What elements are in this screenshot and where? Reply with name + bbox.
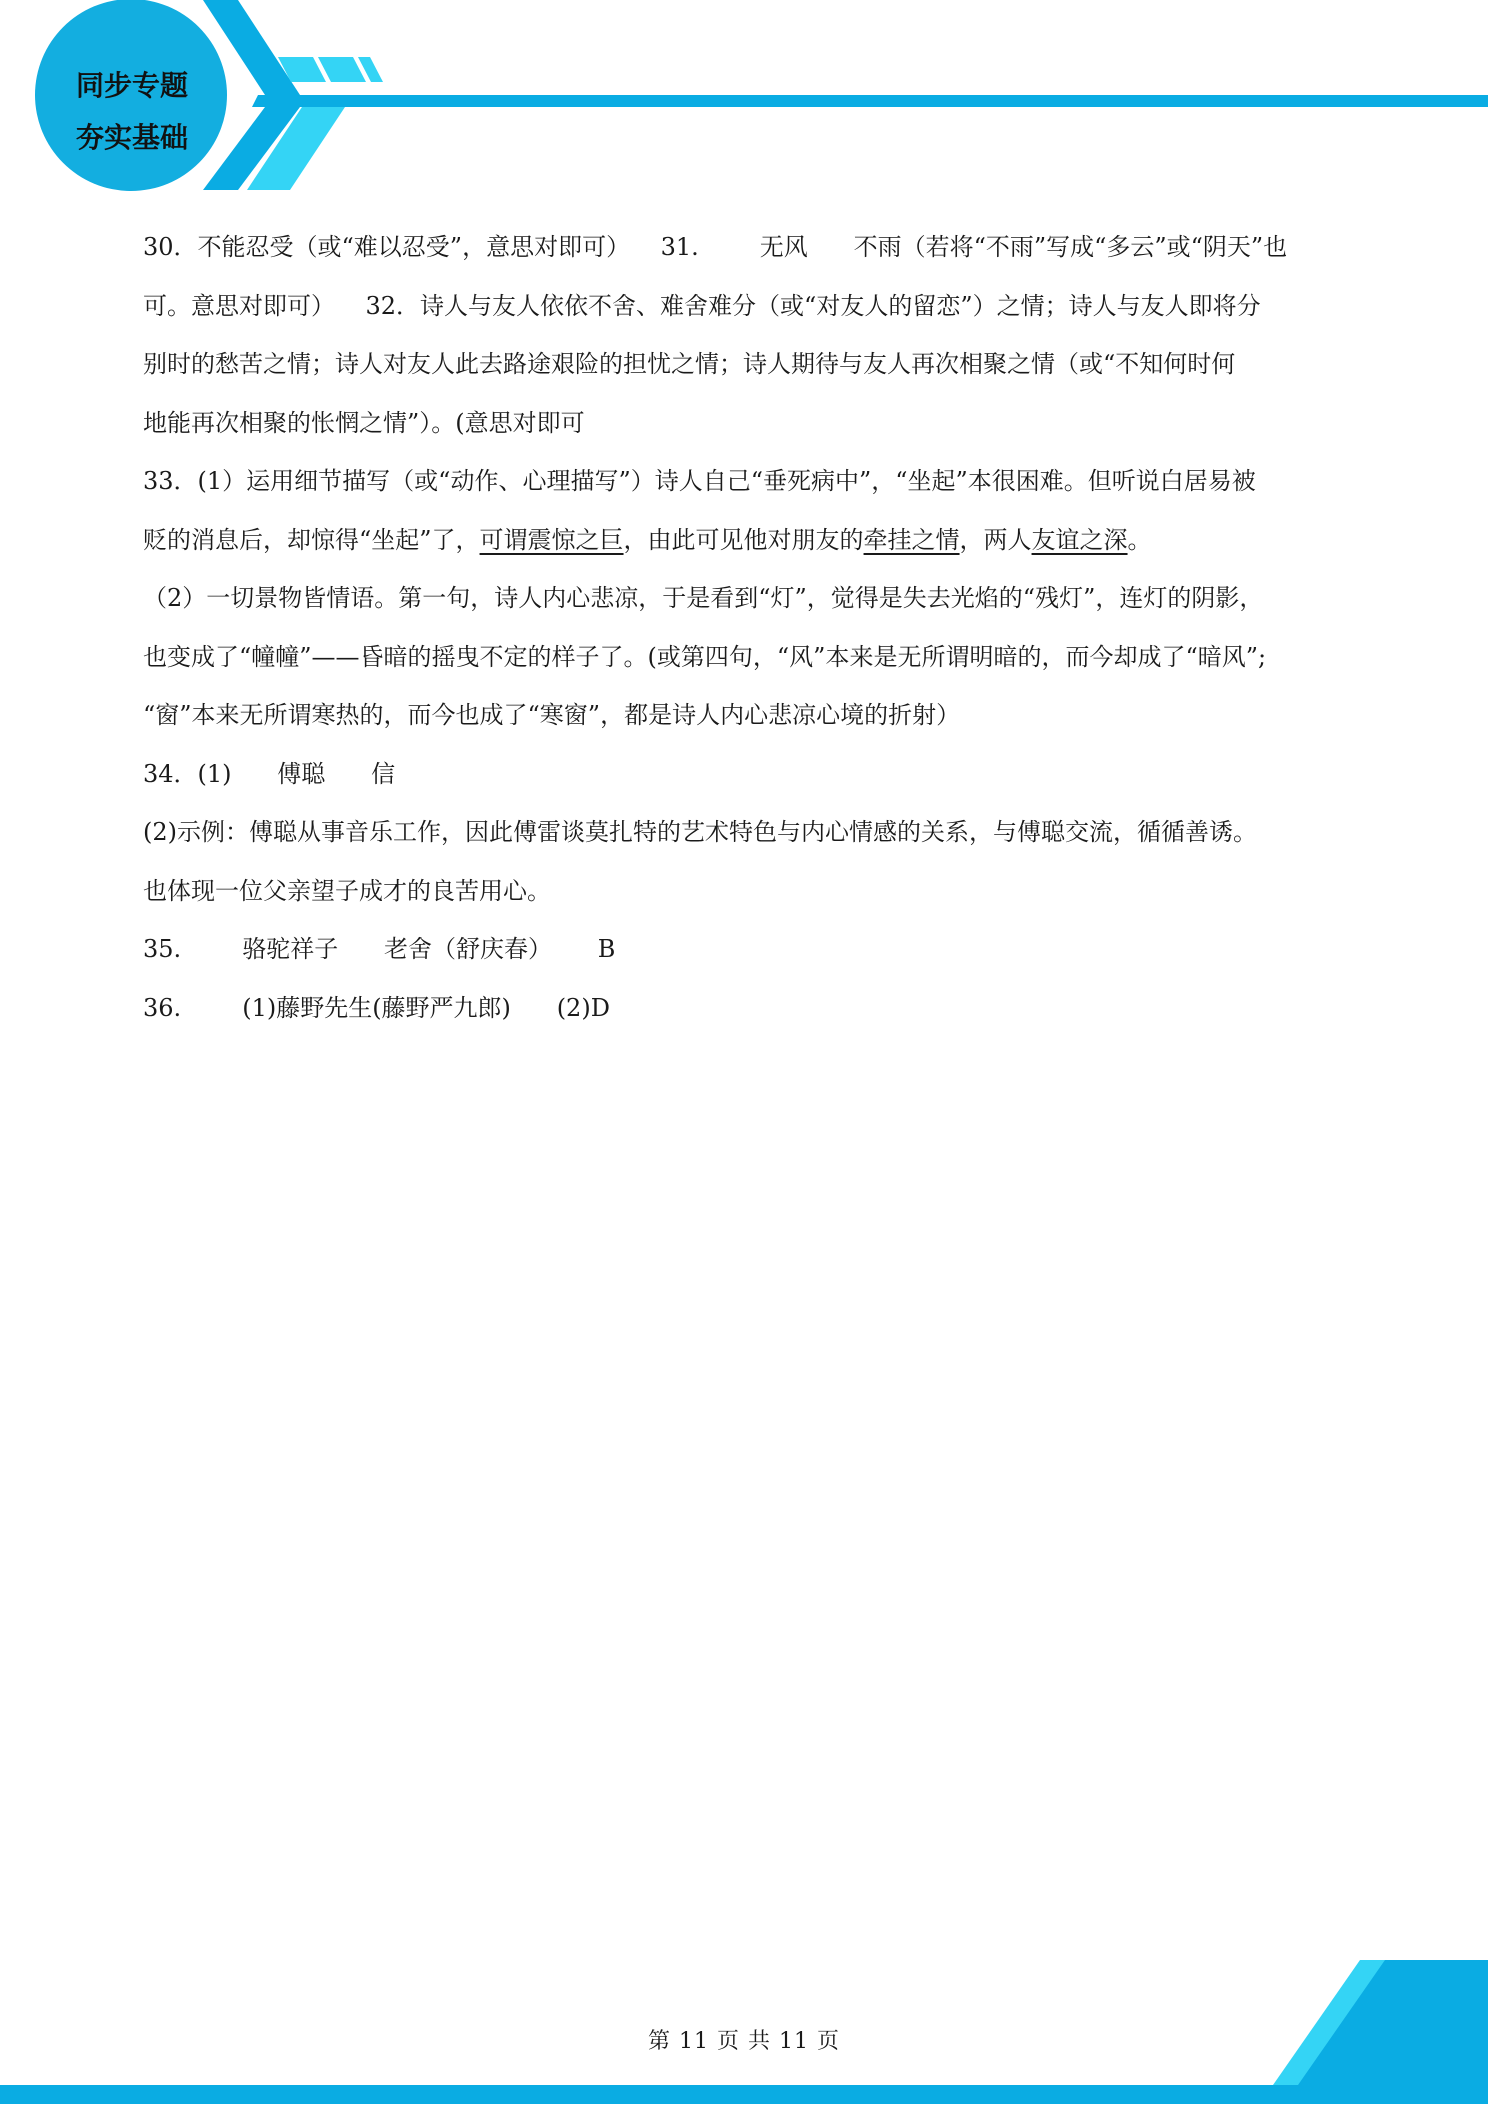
footer-corner-block: [1298, 1960, 1488, 2085]
header-stripe: [252, 95, 1488, 107]
text-run: ，由此可见他对朋友的: [623, 525, 864, 554]
answer-line: 30．不能忍受（或“难以忍受”，意思对即可） 31. 无风 不雨（若将“不雨”写成“多云”或“阴天”也: [143, 233, 1288, 261]
page-number: 第 11 页 共 11 页: [648, 2029, 840, 2054]
underlined-phrase: 友谊之深: [1031, 525, 1128, 554]
answer-line: 地能再次相聚的怅惘之情”）。(意思对即可: [143, 408, 585, 437]
text-run: 贬的消息后，却惊得“坐起”了，: [143, 525, 480, 554]
text-run: ，两人: [959, 525, 1032, 554]
answer-line-underlined: [143, 511, 1353, 570]
footer-bar: [0, 2085, 1488, 2104]
answer-line: 也体现一位父亲望子成才的良苦用心。: [143, 876, 551, 905]
answer-line: 也变成了“幢幢”——昏暗的摇曳不定的样子了。(或第四句，“风”本来是无所谓明暗的，而今却成了“暗风”;: [143, 642, 1267, 671]
answer-line: 36. (1)藤野先生(藤野严九郎) (2)D: [143, 993, 610, 1022]
text-run: 。: [1127, 525, 1152, 554]
badge-title-line1: 同步专题: [75, 69, 188, 102]
answer-line: “窗”本来无所谓寒热的，而今也成了“寒窗”，都是诗人内心悲凉心境的折射）: [143, 701, 961, 729]
answer-key: [143, 218, 1353, 1037]
underlined-phrase: 牵挂之情: [863, 525, 960, 554]
answer-line: 35. 骆驼祥子 老舍（舒庆春） B: [143, 935, 616, 963]
header-badge: [36, 34, 228, 190]
answer-line: 34．(1) 傅聪 信: [143, 759, 396, 788]
footer-corner-light: [1273, 1960, 1392, 2085]
badge-title-line2: 夯实基础: [75, 121, 188, 154]
underlined-phrase: 可谓震惊之巨: [479, 525, 624, 554]
answer-line: (2)示例：傅聪从事音乐工作，因此傅雷谈莫扎特的艺术特色与内心情感的关系，与傅聪交流，循循善诱。: [143, 818, 1257, 846]
answer-line: 别时的愁苦之情；诗人对友人此去路途艰险的担忧之情；诗人期待与友人再次相聚之情（或“不知何时何: [143, 350, 1236, 378]
header-dash-2: [318, 57, 366, 82]
answer-line: 可。意思对即可） 32．诗人与友人依依不舍、难舍难分（或“对友人的留恋”）之情；诗人与友人即将分: [143, 291, 1261, 320]
answer-line: （2）一切景物皆情语。第一句，诗人内心悲凉，于是看到“灯”，觉得是失去光焰的“残灯”，连灯的阴影，: [143, 584, 1264, 612]
answer-line: 33．(1）运用细节描写（或“动作、心理描写”）诗人自己“垂死病中”，“坐起”本很困难。但听说白居易被: [143, 467, 1256, 495]
